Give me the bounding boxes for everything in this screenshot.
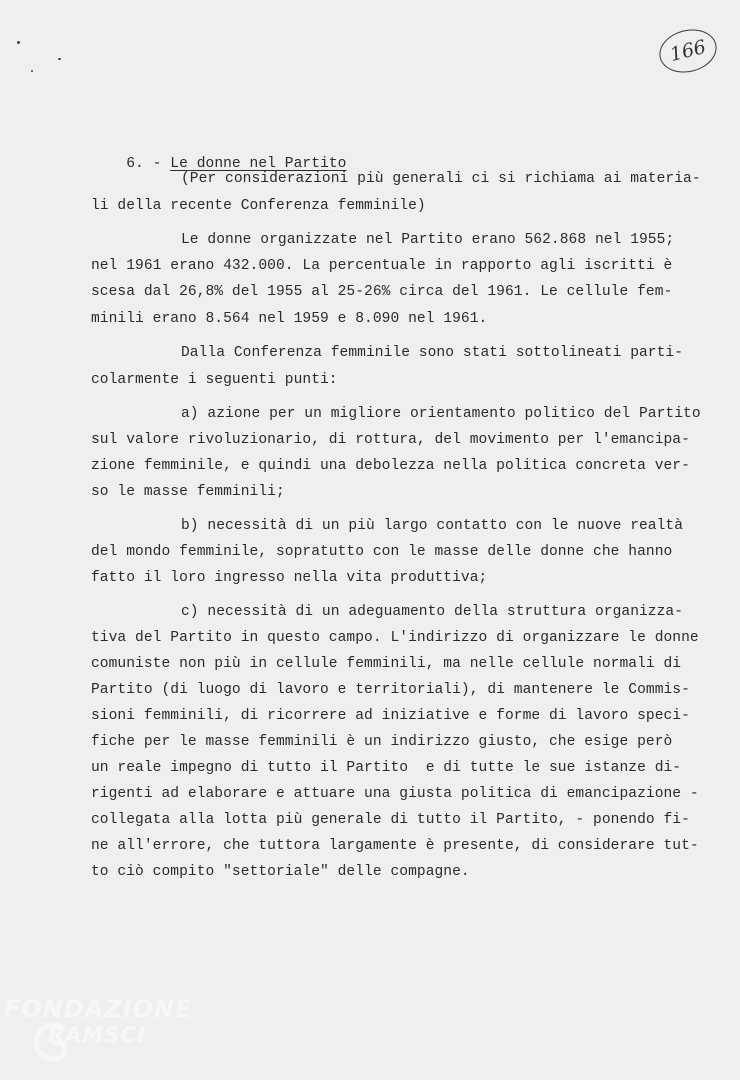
watermark-line1: FONDAZIONE bbox=[4, 995, 193, 1023]
text-line: a) azione per un migliore orientamento politico del Partito bbox=[181, 406, 701, 422]
paper-speck bbox=[58, 58, 61, 60]
paper-speck bbox=[31, 70, 33, 72]
text-line: Dalla Conferenza femminile sono stati sottolineati parti- bbox=[181, 345, 684, 361]
page-number-stamp: 166 bbox=[655, 24, 721, 79]
text-line: Le donne organizzate nel Partito erano 562.868 nel 1955; bbox=[181, 232, 675, 248]
text-line: fatto il loro ingresso nella vita produttiva; bbox=[91, 570, 488, 586]
text-line: b) necessità di un più largo contatto con le nuove realtà bbox=[181, 518, 684, 534]
text-line: fiche per le masse femminili è un indirizzo giusto, che esige però bbox=[91, 734, 673, 750]
text-line: comuniste non più in cellule femminili, ma nelle cellule normali di bbox=[91, 656, 682, 672]
text-line: zione femminile, e quindi una debolezza nella politica concreta ver- bbox=[91, 458, 690, 474]
section-number: 6. - bbox=[126, 156, 162, 172]
paper-speck bbox=[17, 41, 20, 44]
text-line: un reale impegno di tutto il Partito e di tutte le sue istanze di- bbox=[91, 760, 682, 776]
text-line: sioni femminili, di ricorrere ad iniziative e forme di lavoro speci- bbox=[91, 708, 690, 724]
text-line: collegata alla lotta più generale di tutto il Partito, - ponendo fi- bbox=[91, 812, 690, 828]
text-line: (Per considerazioni più generali ci si richiama ai materia- bbox=[181, 171, 701, 187]
text-line: colarmente i seguenti punti: bbox=[91, 372, 338, 388]
text-line: rigenti ad elaborare e attuare una giusta politica di emancipazione - bbox=[91, 786, 699, 802]
text-line: Partito (di luogo di lavoro e territoriali), di mantenere le Commis- bbox=[91, 682, 690, 698]
text-line: tiva del Partito in questo campo. L'indirizzo di organizzare le donne bbox=[91, 630, 699, 646]
foundation-watermark-logo bbox=[4, 993, 204, 1073]
text-line: c) necessità di un adeguamento della struttura organizza- bbox=[181, 604, 684, 620]
text-line: sul valore rivoluzionario, di rottura, del movimento per l'emancipa- bbox=[91, 432, 690, 448]
text-line: del mondo femminile, sopratutto con le masse delle donne che hanno bbox=[91, 544, 673, 560]
text-line: minili erano 8.564 nel 1959 e 8.090 nel 1961. bbox=[91, 311, 488, 327]
text-line: ne all'errore, che tuttora largamente è presente, di considerare tut- bbox=[91, 838, 699, 854]
watermark-line2: RAMSCI bbox=[48, 1023, 146, 1047]
text-line: to ciò compito "settoriale" delle compagne. bbox=[91, 864, 470, 880]
section-title: Le donne nel Partito bbox=[170, 156, 347, 172]
text-line: scesa dal 26,8% del 1955 al 25-26% circa del 1961. Le cellule fem- bbox=[91, 284, 673, 300]
text-line: so le masse femminili; bbox=[91, 484, 285, 500]
text-line: nel 1961 erano 432.000. La percentuale in rapporto agli iscritti è bbox=[91, 258, 673, 274]
text-line: li della recente Conferenza femminile) bbox=[91, 198, 426, 214]
